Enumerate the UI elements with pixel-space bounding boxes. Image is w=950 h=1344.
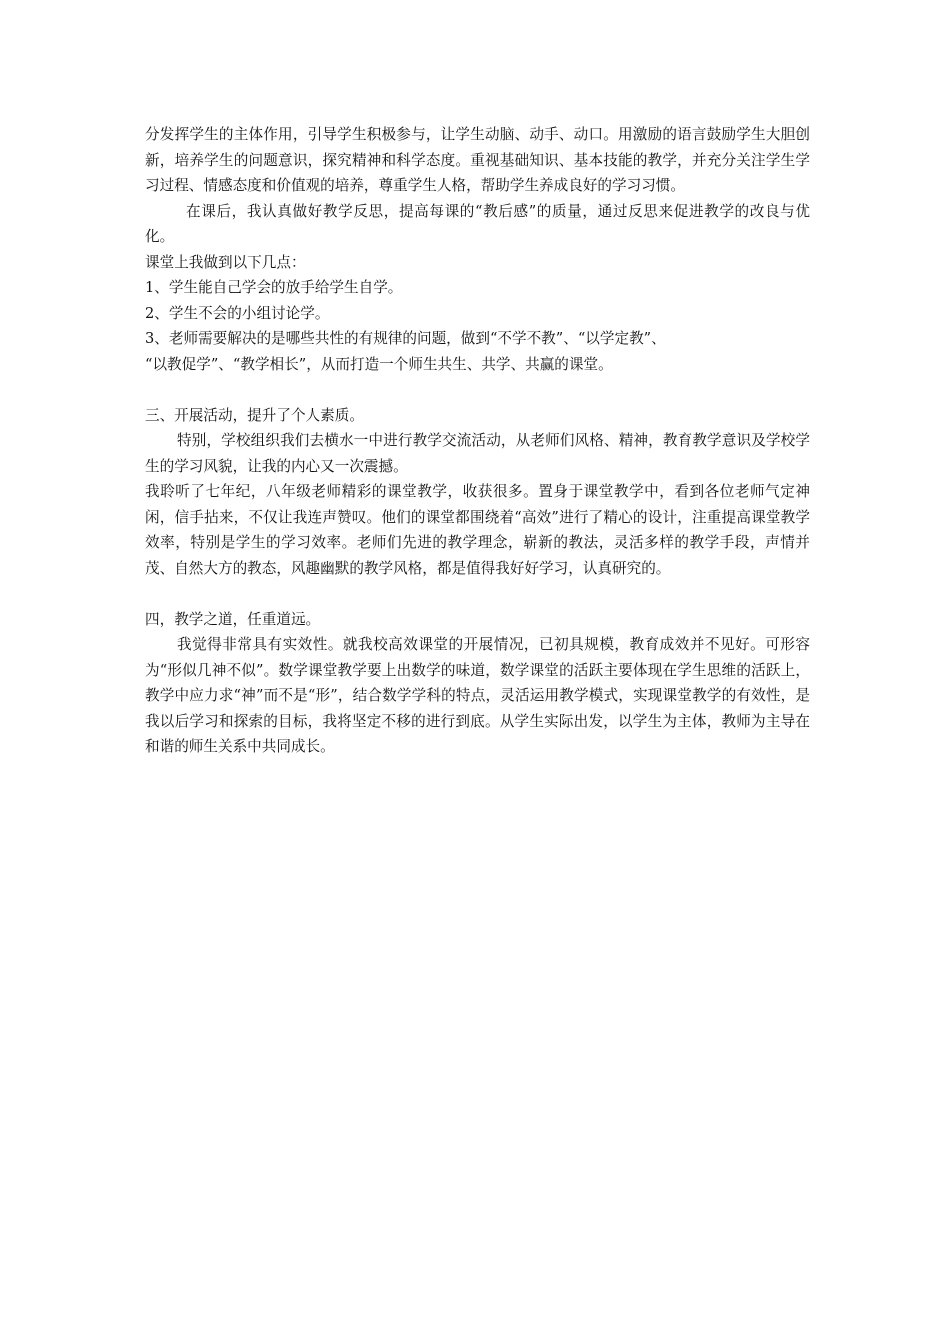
paragraph-exchange-activity: 特别，学校组织我们去横水一中进行教学交流活动，从老师们风格、精神，教育教学意识及学校学生的学习风貌，让我的内心又一次震撼。 <box>145 432 810 475</box>
paragraph-classroom-points-intro: 课堂上我做到以下几点： <box>145 253 306 271</box>
paragraph-reflection: 在课后，我认真做好教学反思，提高每课的“教后感”的质量，通过反思来促进教学的改良与优化。 <box>145 202 810 245</box>
list-item-3-continued: “以教促学”、“教学相长”，从而打造一个师生共生、共学、共赢的课堂。 <box>145 355 613 373</box>
list-item-1: 1、学生能自己学会的放手给学生自学。 <box>145 279 403 296</box>
spacer <box>145 581 810 607</box>
document-body <box>145 122 810 760</box>
paragraph-lesson-observation: 我聆听了七年纪，八年级老师精彩的课堂教学，收获很多。置身于课堂教学中，看到各位老师气定神闲，信手拈来，不仅让我连声赞叹。他们的课堂都围绕着“高效”进行了精心的设计，注重提高课堂教学效率，特别是学生的学习效率。老师们先进的教学理念，崭新的教法，灵活多样的教学手段，声情并茂、自然大方的教态，风趣幽默的教学风格，都是值得我好好学习，认真研究的。 <box>145 483 810 577</box>
list-item-2: 2、学生不会的小组讨论学。 <box>145 304 330 322</box>
spacer <box>145 377 810 403</box>
list-item-3: 3、老师需要解决的是哪些共性的有规律的问题，做到“不学不教”、“以学定教”、 <box>145 330 666 347</box>
paragraph-effectiveness: 我觉得非常具有实效性。就我校高效课堂的开展情况，已初具规模，教育成效并不见好。可形容为“形似几神不似”。数学课堂教学要上出数学的味道，数学课堂的活跃主要体现在学生思维的活跃上，教学中应力求“神”而不是“形”，结合数学学科的特点，灵活运用教学模式，实现课堂教学的有效性，是我以后学习和探索的目标，我将坚定不移的进行到底。从学生实际出发，以学生为主体，教师为主导在和谐的师生关系中共同成长。 <box>145 636 810 755</box>
paragraph-student-subject: 分发挥学生的主体作用，引导学生积极参与，让学生动脑、动手、动口。用激励的语言鼓励学生大胆创新，培养学生的问题意识，探究精神和科学态度。重视基础知识、基本技能的教学，并充分关注学生学习过程、情感态度和价值观的培养，尊重学生人格，帮助学生养成良好的学习习惯。 <box>145 126 810 194</box>
section-heading-4: 四，教学之道，任重道远。 <box>145 610 321 628</box>
section-heading-3: 三、开展活动，提升了个人素质。 <box>145 406 364 424</box>
